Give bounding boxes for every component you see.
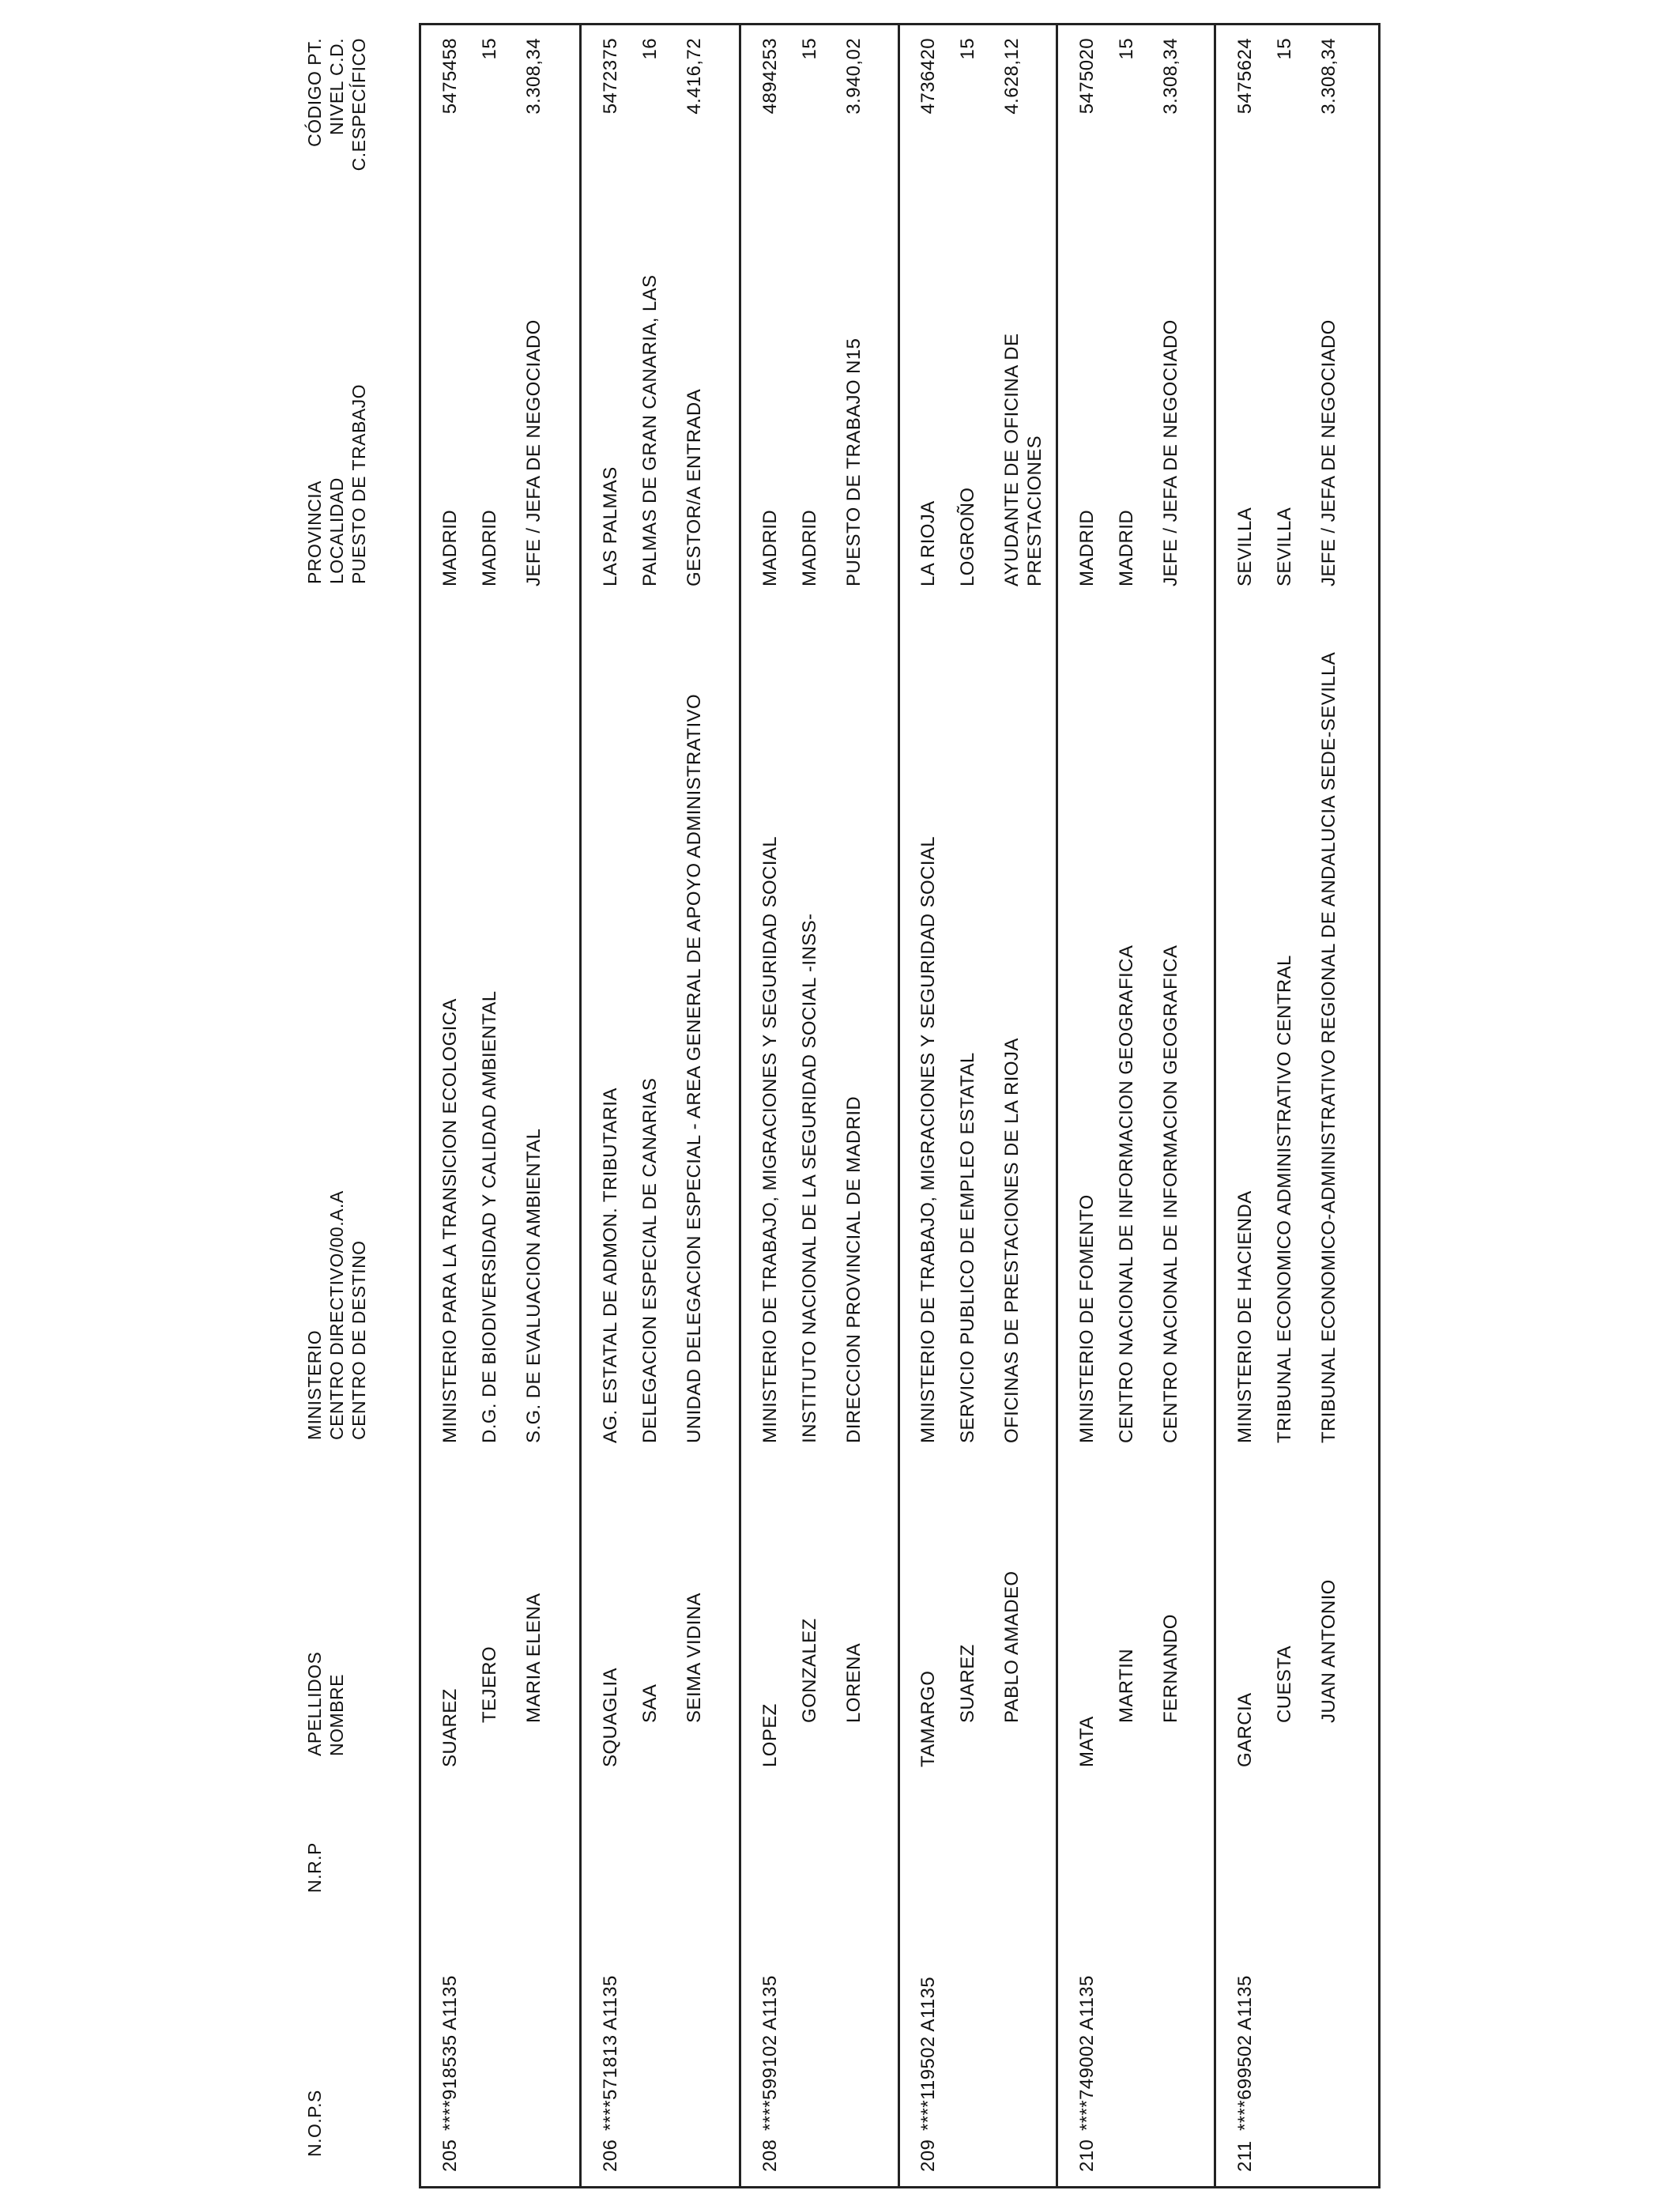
nrp-cell: ****918535 A1135 [439, 1975, 461, 2131]
nrp-cell: ****699502 A1135 [1234, 1975, 1256, 2131]
nrp-cell: ****119502 A1135 [917, 1976, 939, 2131]
apellido2-cell: SUAREZ [957, 1644, 978, 1723]
centro-destino-cell: CENTRO NACIONAL DE INFORMACION GEOGRAFICA [1160, 944, 1181, 1443]
provincia-cell: SEVILLA [1234, 507, 1256, 586]
centro-destino-cell: DIRECCION PROVINCIAL DE MADRID [843, 1095, 864, 1443]
table-row [741, 25, 901, 2186]
apellido2-cell: TEJERO [479, 1646, 500, 1723]
puesto-cell: JEFE / JEFA DE NEGOCIADO [1160, 319, 1181, 586]
centro-directivo-cell: DELEGACION ESPECIAL DE CANARIAS [639, 1077, 661, 1443]
codigo-pt-cell: 5475020 [1076, 38, 1098, 115]
nombre-cell: SEIMA VIDINA [684, 1593, 705, 1723]
nops-cell: 211 [1234, 2140, 1256, 2172]
nombre-cell: JUAN ANTONIO [1318, 1579, 1339, 1723]
centro-directivo-cell: TRIBUNAL ECONOMICO ADMINISTRATIVO CENTRAL [1274, 955, 1295, 1443]
apellido2-cell: MARTIN [1116, 1649, 1137, 1723]
localidad-cell: PALMAS DE GRAN CANARIA, LAS [639, 274, 661, 586]
puesto-cell: JEFE / JEFA DE NEGOCIADO [1318, 319, 1339, 586]
nops-cell: 205 [439, 2139, 461, 2172]
codigo-pt-cell: 5472375 [600, 38, 621, 115]
table-row [421, 25, 581, 2186]
centro-directivo-cell: INSTITUTO NACIONAL DE LA SEGURIDAD SOCIAL -INSS- [799, 913, 820, 1443]
table-row [582, 25, 741, 2186]
header-ministerio: MINISTERIO [304, 1329, 325, 1440]
header-codigo-pt: CÓDIGO PT. [304, 38, 325, 147]
centro-destino-cell: S.G. DE EVALUACION AMBIENTAL [523, 1128, 544, 1443]
nops-cell: 206 [600, 2139, 621, 2172]
codigo-pt-cell: 4736420 [917, 38, 939, 115]
header-provincia-localidad-puesto [303, 384, 370, 584]
apellido1-cell: TAMARGO [917, 1670, 939, 1767]
header-codigo-nivel-especifico [303, 38, 370, 179]
header-ministerio-centros [303, 1190, 370, 1440]
codigo-pt-cell: 5475624 [1234, 38, 1256, 115]
nops-cell: 209 [917, 2139, 939, 2172]
nombre-cell: MARIA ELENA [523, 1593, 544, 1723]
centro-directivo-cell: SERVICIO PUBLICO DE EMPLEO ESTATAL [957, 1052, 978, 1443]
header-provincia: PROVINCIA [304, 480, 325, 584]
provincia-cell: LA RIOJA [917, 500, 939, 586]
ministerio-cell: MINISTERIO DE HACIENDA [1234, 1190, 1256, 1443]
apellido1-cell: SQUAGLIA [600, 1668, 621, 1767]
ministerio-cell: AG. ESTATAL DE ADMON. TRIBUTARIA [600, 1088, 621, 1443]
header-nombre: NOMBRE [326, 1674, 347, 1756]
centro-directivo-cell: CENTRO NACIONAL DE INFORMACION GEOGRAFICA [1116, 944, 1137, 1443]
nombre-cell: PABLO AMADEO [1001, 1570, 1023, 1723]
localidad-cell: LOGROÑO [957, 487, 978, 586]
apellido1-cell: GARCIA [1234, 1692, 1256, 1767]
header-nivel-cd: NIVEL C.D. [326, 38, 347, 136]
apellido2-cell: GONZALEZ [799, 1618, 820, 1723]
nops-cell: 210 [1076, 2139, 1098, 2172]
puesto-cell: JEFE / JEFA DE NEGOCIADO [523, 319, 544, 586]
puesto-cell: AYUDANTE DE OFICINA DE PRESTACIONES [1001, 333, 1045, 586]
c-especifico-cell: 4.416,72 [684, 38, 705, 115]
records-table [419, 23, 1381, 2188]
centro-destino-cell: OFICINAS DE PRESTACIONES DE LA RIOJA [1001, 1038, 1023, 1443]
apellido1-cell: LOPEZ [759, 1703, 781, 1767]
nrp-cell: ****571813 A1135 [600, 1975, 621, 2131]
provincia-cell: MADRID [439, 509, 461, 586]
codigo-pt-cell: 5475458 [439, 38, 461, 115]
apellido1-cell: SUAREZ [439, 1688, 461, 1767]
nivel-cd-cell: 16 [639, 38, 661, 60]
header-puesto: PUESTO DE TRABAJO [348, 383, 369, 584]
table-row [899, 25, 1059, 2186]
localidad-cell: MADRID [799, 509, 820, 586]
centro-directivo-cell: D.G. DE BIODIVERSIDAD Y CALIDAD AMBIENTAL [479, 990, 500, 1443]
table-row [1216, 25, 1376, 2186]
apellido2-cell: SAA [639, 1683, 661, 1723]
nombre-cell: FERNANDO [1160, 1614, 1181, 1723]
ministerio-cell: MINISTERIO PARA LA TRANSICION ECOLOGICA [439, 998, 461, 1443]
ministerio-cell: MINISTERIO DE TRABAJO, MIGRACIONES Y SEGURIDAD SOCIAL [759, 835, 781, 1443]
nrp-cell: ****749002 A1135 [1076, 1975, 1098, 2131]
codigo-pt-cell: 4894253 [759, 38, 781, 115]
c-especifico-cell: 3.308,34 [1160, 38, 1181, 115]
header-apellidos: APELLIDOS [304, 1651, 325, 1756]
nombre-cell: LORENA [843, 1642, 864, 1723]
nivel-cd-cell: 15 [1274, 38, 1295, 60]
localidad-cell: SEVILLA [1274, 507, 1295, 586]
header-nrp: N.R.P [304, 1842, 325, 1893]
nivel-cd-cell: 15 [799, 38, 820, 60]
provincia-cell: MADRID [759, 509, 781, 586]
header-centro-destino: CENTRO DE DESTINO [348, 1240, 369, 1440]
c-especifico-cell: 3.940,02 [843, 38, 864, 115]
localidad-cell: MADRID [479, 509, 500, 586]
provincia-cell: LAS PALMAS [600, 466, 621, 586]
apellido2-cell: CUESTA [1274, 1646, 1295, 1723]
header-c-especifico: C.ESPECÍFICO [348, 38, 369, 172]
provincia-cell: MADRID [1076, 509, 1098, 586]
c-especifico-cell: 4.628,12 [1001, 38, 1023, 115]
table-row [1058, 25, 1218, 2186]
nops-cell: 208 [759, 2139, 781, 2172]
nivel-cd-cell: 15 [957, 38, 978, 60]
puesto-cell: PUESTO DE TRABAJO N15 [843, 337, 864, 586]
c-especifico-cell: 3.308,34 [523, 38, 544, 115]
nivel-cd-cell: 15 [479, 38, 500, 60]
header-localidad: LOCALIDAD [326, 477, 347, 584]
ministerio-cell: MINISTERIO DE FOMENTO [1076, 1194, 1098, 1443]
puesto-cell: GESTOR/A ENTRADA [684, 388, 705, 586]
localidad-cell: MADRID [1116, 509, 1137, 586]
centro-destino-cell: TRIBUNAL ECONOMICO-ADMINISTRATIVO REGIONAL DE ANDALUCIA SEDE-SEVILLA [1318, 651, 1339, 1443]
header-apellidos-nombre [303, 1652, 348, 1756]
apellido1-cell: MATA [1076, 1716, 1098, 1767]
ministerio-cell: MINISTERIO DE TRABAJO, MIGRACIONES Y SEGURIDAD SOCIAL [917, 835, 939, 1443]
header-nops: N.O.P.S [304, 2090, 325, 2157]
centro-destino-cell: UNIDAD DELEGACION ESPECIAL - AREA GENERAL DE APOYO ADMINISTRATIVO [684, 693, 705, 1443]
nrp-cell: ****599102 A1135 [759, 1975, 781, 2131]
header-centro-directivo: CENTRO DIRECTIVO/00.A.A [326, 1190, 347, 1440]
c-especifico-cell: 3.308,34 [1318, 38, 1339, 115]
nivel-cd-cell: 15 [1116, 38, 1137, 60]
